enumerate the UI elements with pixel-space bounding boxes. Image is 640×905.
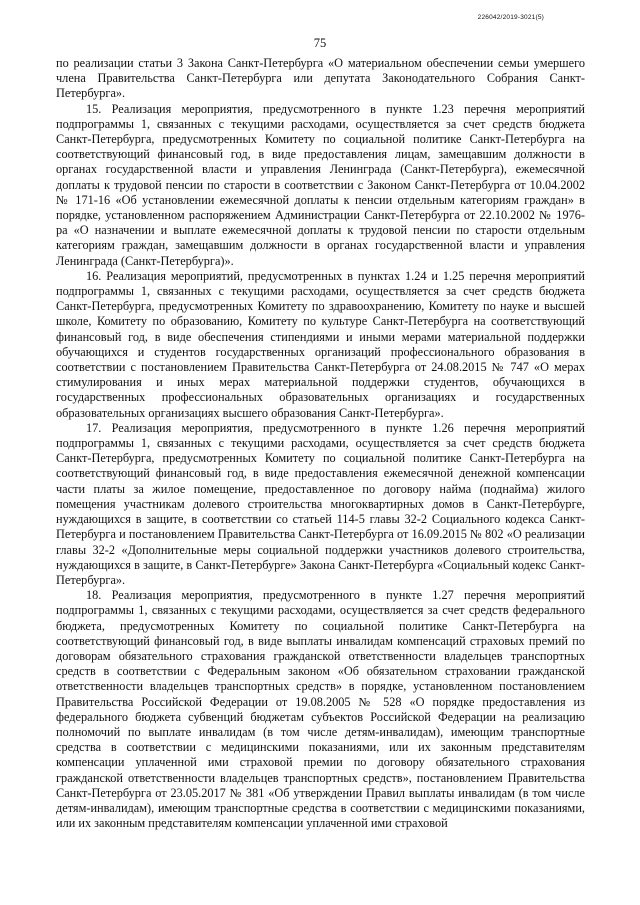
document-body	[56, 56, 585, 831]
paragraph-16: 16. Реализация мероприятий, предусмотренных в пунктах 1.24 и 1.25 перечня мероприятий подпрограммы 1, связанных с текущими расходами, осуществляется за счет средств бюджета Санкт-Петербурга, предусмотренных Комитету по здравоохранению, Комитету по науке и высшей школе, Комитету по образованию, Комитету по культуре Санкт-Петербурга на соответствующий финансовый год, в виде обеспечения стипендиями и иными мерами материальной поддержки обучающихся и студентов государственных организаций профессионального образования в соответствии с постановлением Правительства Санкт-Петербурга от 24.08.2015 № 747 «О мерах стимулирования и иных мерах материальной поддержки студентов, обучающихся в государственных профессиональных образовательных организациях и государственных образовательных организациях высшего образования Санкт-Петербурга».	[56, 268, 585, 420]
paragraph-continuation: по реализации статьи 3 Закона Санкт-Петербурга «О материальном обеспечении семьи умершего члена Правительства Санкт-Петербурга или депутата Законодательного Собрания Санкт-Петербурга».	[56, 56, 585, 101]
document-registration-number: 226042/2019-3021(5)	[477, 14, 544, 21]
paragraph-17: 17. Реализация мероприятия, предусмотренного в пункте 1.26 перечня мероприятий подпрограммы 1, связанных с текущими расходами, осуществляется за счет средств бюджета Санкт-Петербурга, предусмотренных Комитету по социальной политике Санкт-Петербурга на соответствующий финансовый год, в виде предоставления ежемесячной денежной компенсации части платы за жилое помещение, предоставленное по договору найма (поднайма) жилого помещения участникам долевого строительства многоквартирных домов в Санкт-Петербурге, нуждающихся в защите, в соответствии со статьей 114-5 главы 32-2 Социального кодекса Санкт-Петербурга и постановлением Правительства Санкт-Петербурга от 16.09.2015 № 802 «О реализации главы 32-2 «Дополнительные меры социальной поддержки участников долевого строительства, нуждающихся в защите, в Санкт-Петербурге» Закона Санкт-Петербурга «Социальный кодекс Санкт-Петербурга».	[56, 420, 585, 587]
paragraph-15: 15. Реализация мероприятия, предусмотренного в пункте 1.23 перечня мероприятий подпрограммы 1, связанных с текущими расходами, осуществляется за счет средств бюджета Санкт-Петербурга, предусмотренных Комитету по социальной политике Санкт-Петербурга на соответствующий финансовый год, в виде предоставления лицам, замещавшим должности в органах государственной власти и управления Ленинграда (Санкт-Петербурга), ежемесячной доплаты к трудовой пенсии по старости в соответствии с Законом Санкт-Петербурга от 10.04.2002 № 171-16 «Об установлении ежемесячной доплаты к пенсии отдельным категориям граждан» в порядке, установленном распоряжением Администрации Санкт-Петербурга от 22.10.2002 № 1976-ра «О назначении и выплате ежемесячной доплаты к трудовой пенсии по старости отдельным категориям граждан, замещавшим должности в органах государственной власти и управления Ленинграда (Санкт-Петербурга)».	[56, 101, 585, 268]
paragraph-18: 18. Реализация мероприятия, предусмотренного в пункте 1.27 перечня мероприятий подпрограммы 1, связанных с текущими расходами, осуществляется за счет средств федерального бюджета, предусмотренных Комитету по социальной политике Санкт-Петербурга на соответствующий финансовый год, в виде выплаты инвалидам компенсаций страховых премий по договорам обязательного страхования гражданской ответственности владельцев транспортных средств в соответствии с Федеральным законом «Об обязательном страховании гражданской ответственности владельцев транспортных средств» в порядке, установленном постановлением Правительства Российской Федерации от 19.08.2005 № 528 «О порядке предоставления из федерального бюджета субвенций бюджетам субъектов Российской Федерации на реализацию полномочий по выплате инвалидам (в том числе детям-инвалидам), имеющим транспортные средства в соответствии с медицинскими показаниями, или их законным представителям компенсации уплаченной ими страховой премии по договору обязательного страхования гражданской ответственности владельцев транспортных средств», постановлением Правительства Санкт-Петербурга от 23.05.2017 № 381 «Об утверждении Правил выплаты инвалидам (в том числе детям-инвалидам), имеющим транспортные средства в соответствии с медицинскими показаниями, или их законным представителям компенсации уплаченной ими страховой	[56, 588, 585, 831]
page-number: 75	[313, 36, 327, 50]
